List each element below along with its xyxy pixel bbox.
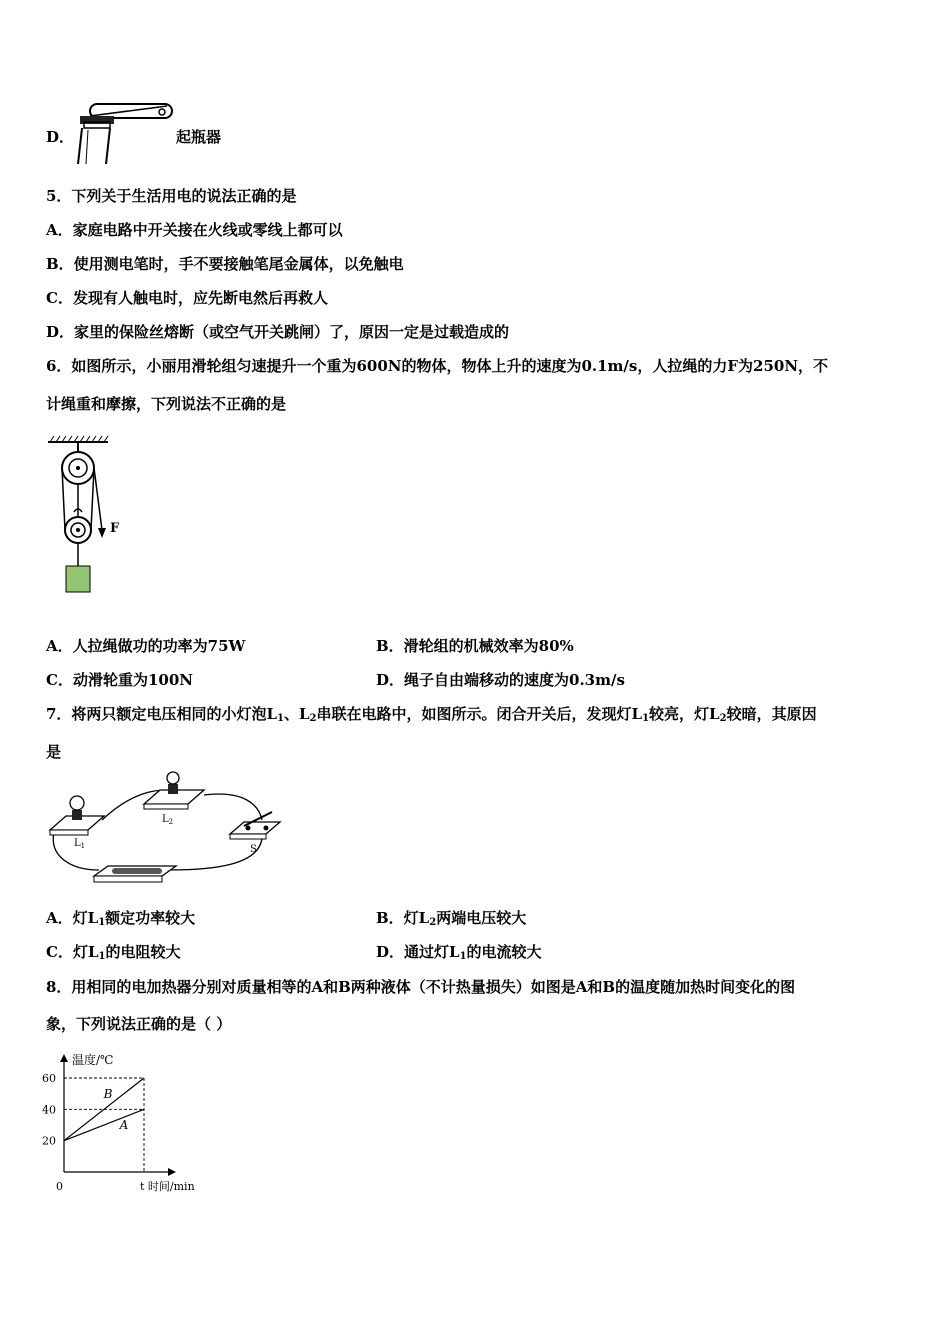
q7-option-d: D．通过灯$L_1$的电流较大 bbox=[376, 943, 542, 962]
circuit-label-l2: $L_2$ bbox=[162, 814, 174, 826]
q6-option-d: D．绳子自由端移动的速度为0.3m/s bbox=[376, 671, 625, 689]
chart-y-tick-60: 60 bbox=[42, 1072, 56, 1085]
q6-stem-line2: 计绳重和摩擦，下列说法不正确的是 bbox=[46, 395, 287, 413]
q5-stem: 5．下列关于生活用电的说法正确的是 bbox=[46, 187, 297, 205]
q7-stem-line2: 是 bbox=[46, 743, 62, 761]
q4-option-d-caption: 起瓶器 bbox=[176, 128, 222, 146]
q7-stem-line1: 7．将两只额定电压相同的小灯泡$L_1$、$L_2$串联在电路中，如图所示。闭合开关后，发现灯$L_1$较亮，灯$L_2$较暗，其原因 bbox=[46, 705, 817, 724]
q6-option-a: A．人拉绳做功的功率为75W bbox=[46, 637, 246, 655]
q7-option-b: B．灯$L_2$两端电压较大 bbox=[376, 909, 527, 928]
q6-stem-line1: 6．如图所示，小丽用滑轮组匀速提升一个重为600N的物体，物体上升的速度为0.1m/s，人拉绳的力F为250N，不 bbox=[46, 357, 829, 375]
q5-option-c: C．发现有人触电时，应先断电然后再救人 bbox=[46, 289, 328, 307]
chart-y-arrow bbox=[60, 1054, 68, 1062]
chart-origin-label: 0 bbox=[56, 1180, 63, 1193]
bottle-opener-figure bbox=[72, 102, 176, 166]
q6-option-b: B．滑轮组的机械效率为80% bbox=[376, 637, 574, 655]
q5-option-d: D．家里的保险丝熔断（或空气开关跳闸）了，原因一定是过载造成的 bbox=[46, 323, 510, 341]
series-label-A: A bbox=[119, 1117, 129, 1132]
chart-y-tick-40: 40 bbox=[42, 1103, 56, 1117]
q5-option-b: B．使用测电笔时，手不要接触笔尾金属体，以免触电 bbox=[46, 255, 404, 273]
q5-option-a: A．家庭电路中开关接在火线或零线上都可以 bbox=[46, 221, 343, 239]
pulley-force-label: F bbox=[110, 521, 120, 536]
circuit-figure bbox=[44, 770, 284, 890]
pulley-system-figure bbox=[44, 432, 134, 594]
chart-x-label: t 时间/min bbox=[140, 1180, 195, 1193]
q7-option-c: C．灯$L_1$的电阻较大 bbox=[46, 943, 181, 962]
q8-stem-line2: 象，下列说法正确的是（ ） bbox=[46, 1015, 232, 1033]
chart-y-tick-20: 20 bbox=[42, 1134, 56, 1148]
q6-option-c: C．动滑轮重为100N bbox=[46, 671, 193, 689]
temperature-chart bbox=[40, 1050, 220, 1196]
series-line-A bbox=[64, 1109, 144, 1140]
series-label-B: B bbox=[103, 1086, 113, 1101]
q4-option-d-letter: D． bbox=[46, 128, 75, 146]
chart-y-label: 温度/℃ bbox=[72, 1053, 114, 1067]
q7-option-a: A．灯$L_1$额定功率较大 bbox=[46, 909, 196, 928]
q8-stem-line1: 8．用相同的电加热器分别对质量相等的A和B两种液体（不计热量损失）如图是A和B的温度随加热时间变化的图 bbox=[46, 978, 796, 996]
circuit-label-switch: S bbox=[250, 844, 257, 855]
circuit-label-l1: $L_1$ bbox=[74, 838, 86, 850]
chart-x-arrow bbox=[168, 1168, 176, 1176]
